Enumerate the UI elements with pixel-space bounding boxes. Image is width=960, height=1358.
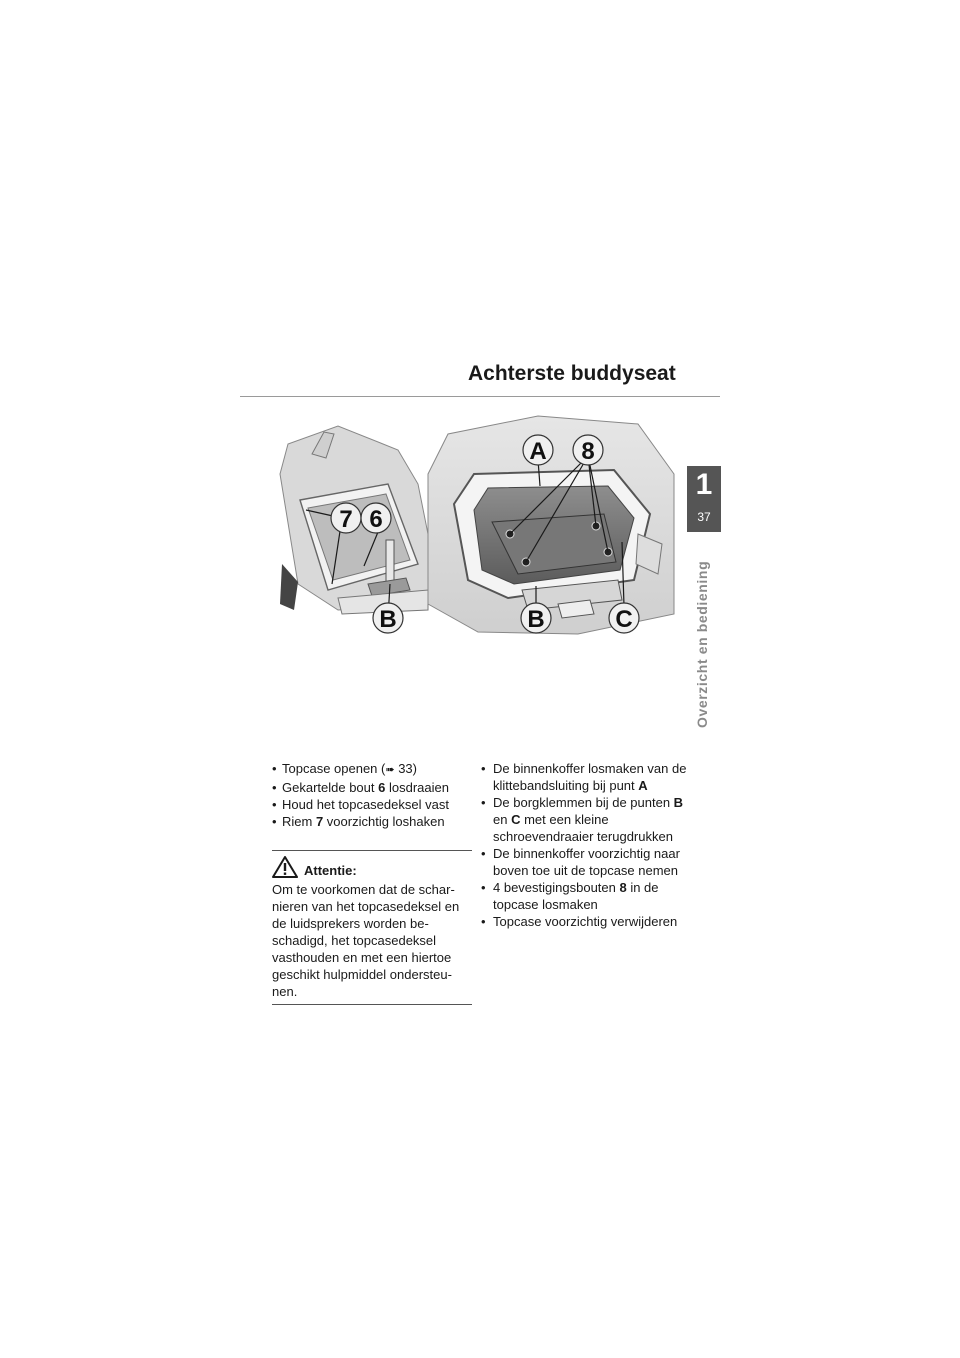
callout-7-label: 7 [339,506,353,533]
left-column [272,760,472,1005]
step-ref: C [511,812,521,827]
page-ref: 33) [394,761,417,776]
list-item [272,813,472,830]
step-text: 4 bevestigingsbouten [493,880,620,895]
step-text: Gekartelde bout [282,780,379,795]
attention-body: Om te voorkomen dat de scharnieren van het topcasedeksel en de luidsprekers worden beschadigd, het topcasedeksel vasthouden en met een hiertoe geschikt hulpmiddel ondersteunen. [272,882,460,999]
attention-box [272,850,472,1005]
side-label: Overzicht en bediening [694,560,710,728]
page-ref-arrow-icon: ➠ [385,764,395,776]
callout-8-label: 8 [581,438,595,465]
step-text: voorzichtig loshaken [323,814,445,829]
step-text: met een kleine schroevendraaier terugdrukken [493,812,673,844]
step-ref: 7 [315,814,324,829]
step-text: De binnenkoffer voorzichtig naar boven toe uit de topcase nemen [493,846,680,878]
chapter-number: 1 [695,468,713,501]
attention-heading [272,853,472,879]
step-ref: A [638,778,648,793]
list-item [481,879,691,913]
title-divider [240,396,720,397]
callout-b-left-label: B [379,606,397,633]
list-item [481,913,691,930]
warning-triangle-icon [272,855,298,879]
right-step-list [481,760,691,930]
page-title: Achterste buddyseat [468,362,676,385]
list-item [272,796,472,813]
page-number: 37 [697,510,711,524]
step-ref: 6 [378,780,386,795]
list-item [481,845,691,879]
step-text: Topcase openen ( [282,761,386,776]
topcase-illustration [278,414,676,638]
chapter-tab [687,466,721,532]
list-item [272,779,472,796]
list-item [481,760,691,794]
step-text: en [493,812,512,827]
list-item [272,760,472,779]
step-text: losdraaien [385,780,449,795]
step-ref: 8 [619,880,627,895]
left-step-list [272,760,472,830]
callout-c-label: C [615,606,633,633]
list-item [481,794,691,845]
step-text: Riem [282,814,316,829]
right-column [481,760,691,930]
step-ref: B [673,795,684,810]
callout-6-label: 6 [369,506,383,533]
step-text: De borgklemmen bij de punten [493,795,674,810]
step-text: Topcase voorzichtig verwijderen [493,914,678,929]
step-text: in de topcase losmaken [493,880,659,912]
callout-a-label: A [529,438,547,465]
step-text: Houd het topcasedeksel vast [282,797,449,812]
side-label-wrap [694,548,714,728]
step-text: De binnenkoffer losmaken van de klittebandsluiting bij punt [493,761,687,793]
callout-b-right-label: B [527,606,545,633]
attention-title: Attentie: [304,863,357,878]
